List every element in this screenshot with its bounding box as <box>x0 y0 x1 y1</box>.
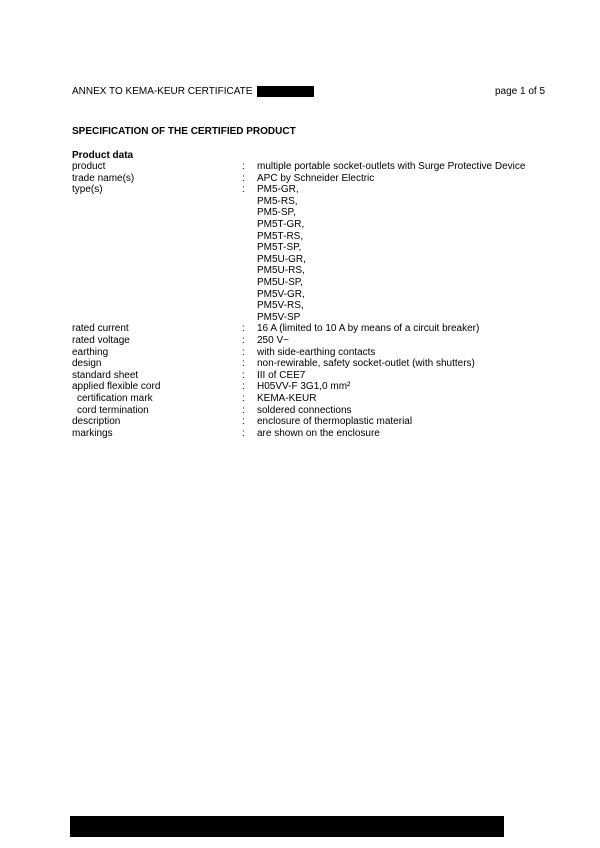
spec-separator: : <box>242 184 245 196</box>
spec-separator: : <box>242 161 245 172</box>
spec-value: KEMA-KEUR <box>257 392 317 404</box>
spec-label: product <box>72 161 106 172</box>
spec-value: are shown on the enclosure <box>257 427 380 439</box>
section-title: SPECIFICATION OF THE CERTIFIED PRODUCT <box>72 126 296 137</box>
spec-row <box>72 347 542 359</box>
type-item: PM5-RS, <box>257 195 298 207</box>
spec-value: soldered connections <box>257 404 352 416</box>
type-item: PM5T-SP, <box>257 242 302 254</box>
type-item: PM5T-GR, <box>257 218 305 230</box>
type-item: PM5V-RS, <box>257 300 304 312</box>
spec-row-types <box>72 184 542 323</box>
spec-row <box>72 428 542 440</box>
spec-label: trade name(s) <box>72 172 135 184</box>
spec-separator: : <box>242 427 245 439</box>
spec-row <box>72 416 542 428</box>
spec-row <box>72 381 542 393</box>
spec-row <box>72 335 542 347</box>
type-item: PM5-GR, <box>257 184 299 196</box>
spec-label: description <box>72 416 121 428</box>
spec-value: enclosure of thermoplastic material <box>257 416 413 428</box>
spec-label: type(s) <box>72 184 103 196</box>
product-data-heading: Product data <box>72 150 134 161</box>
header-title: ANNEX TO KEMA-KEUR CERTIFICATE <box>72 86 253 97</box>
spec-label: rated current <box>72 323 129 335</box>
spec-label: design <box>72 358 102 370</box>
spec-value: with side-earthing contacts <box>257 346 376 358</box>
type-item: PM5T-RS, <box>257 230 304 242</box>
spec-separator: : <box>242 381 245 393</box>
spec-row <box>72 393 542 405</box>
type-item: PM5U-SP, <box>257 276 303 288</box>
spec-row <box>72 358 542 370</box>
spec-row <box>72 370 542 382</box>
spec-value: 250 V~ <box>257 334 289 346</box>
type-item: PM5V-GR, <box>257 288 305 300</box>
types-list <box>257 184 306 323</box>
spec-separator: : <box>242 392 245 404</box>
spec-separator: : <box>242 323 245 335</box>
spec-label: cord termination <box>77 404 149 416</box>
spec-table <box>72 161 542 439</box>
redacted-certificate-number <box>257 86 314 97</box>
spec-row <box>72 173 542 185</box>
type-item: PM5U-RS, <box>257 265 305 277</box>
spec-row <box>72 161 542 173</box>
spec-label: earthing <box>72 346 109 358</box>
redacted-footer-bar <box>70 816 504 837</box>
spec-separator: : <box>242 404 245 416</box>
spec-separator: : <box>242 358 245 370</box>
spec-separator: : <box>242 172 245 184</box>
spec-label: standard sheet <box>72 369 139 381</box>
type-item: PM5V-SP <box>257 311 301 323</box>
spec-label: rated voltage <box>72 334 130 346</box>
spec-label: certification mark <box>77 392 153 404</box>
spec-row <box>72 405 542 417</box>
spec-value: H05VV-F 3G1,0 mm² <box>257 381 351 393</box>
spec-separator: : <box>242 346 245 358</box>
spec-separator: : <box>242 334 245 346</box>
page-number: page 1 of 5 <box>495 86 546 97</box>
type-item: PM5U-GR, <box>257 253 306 265</box>
spec-value: APC by Schneider Electric <box>257 172 375 184</box>
spec-value: III of CEE7 <box>257 369 306 381</box>
spec-separator: : <box>242 369 245 381</box>
spec-value: 16 A (limited to 10 A by means of a circuit breaker) <box>257 323 480 335</box>
spec-label: markings <box>72 427 113 439</box>
spec-value: multiple portable socket-outlets with Surge Protective Device <box>257 161 526 172</box>
spec-value: non-rewirable, safety socket-outlet (with shutters) <box>257 358 475 370</box>
spec-row <box>72 323 542 335</box>
spec-label: applied flexible cord <box>72 381 161 393</box>
type-item: PM5-SP, <box>257 207 296 219</box>
spec-separator: : <box>242 416 245 428</box>
